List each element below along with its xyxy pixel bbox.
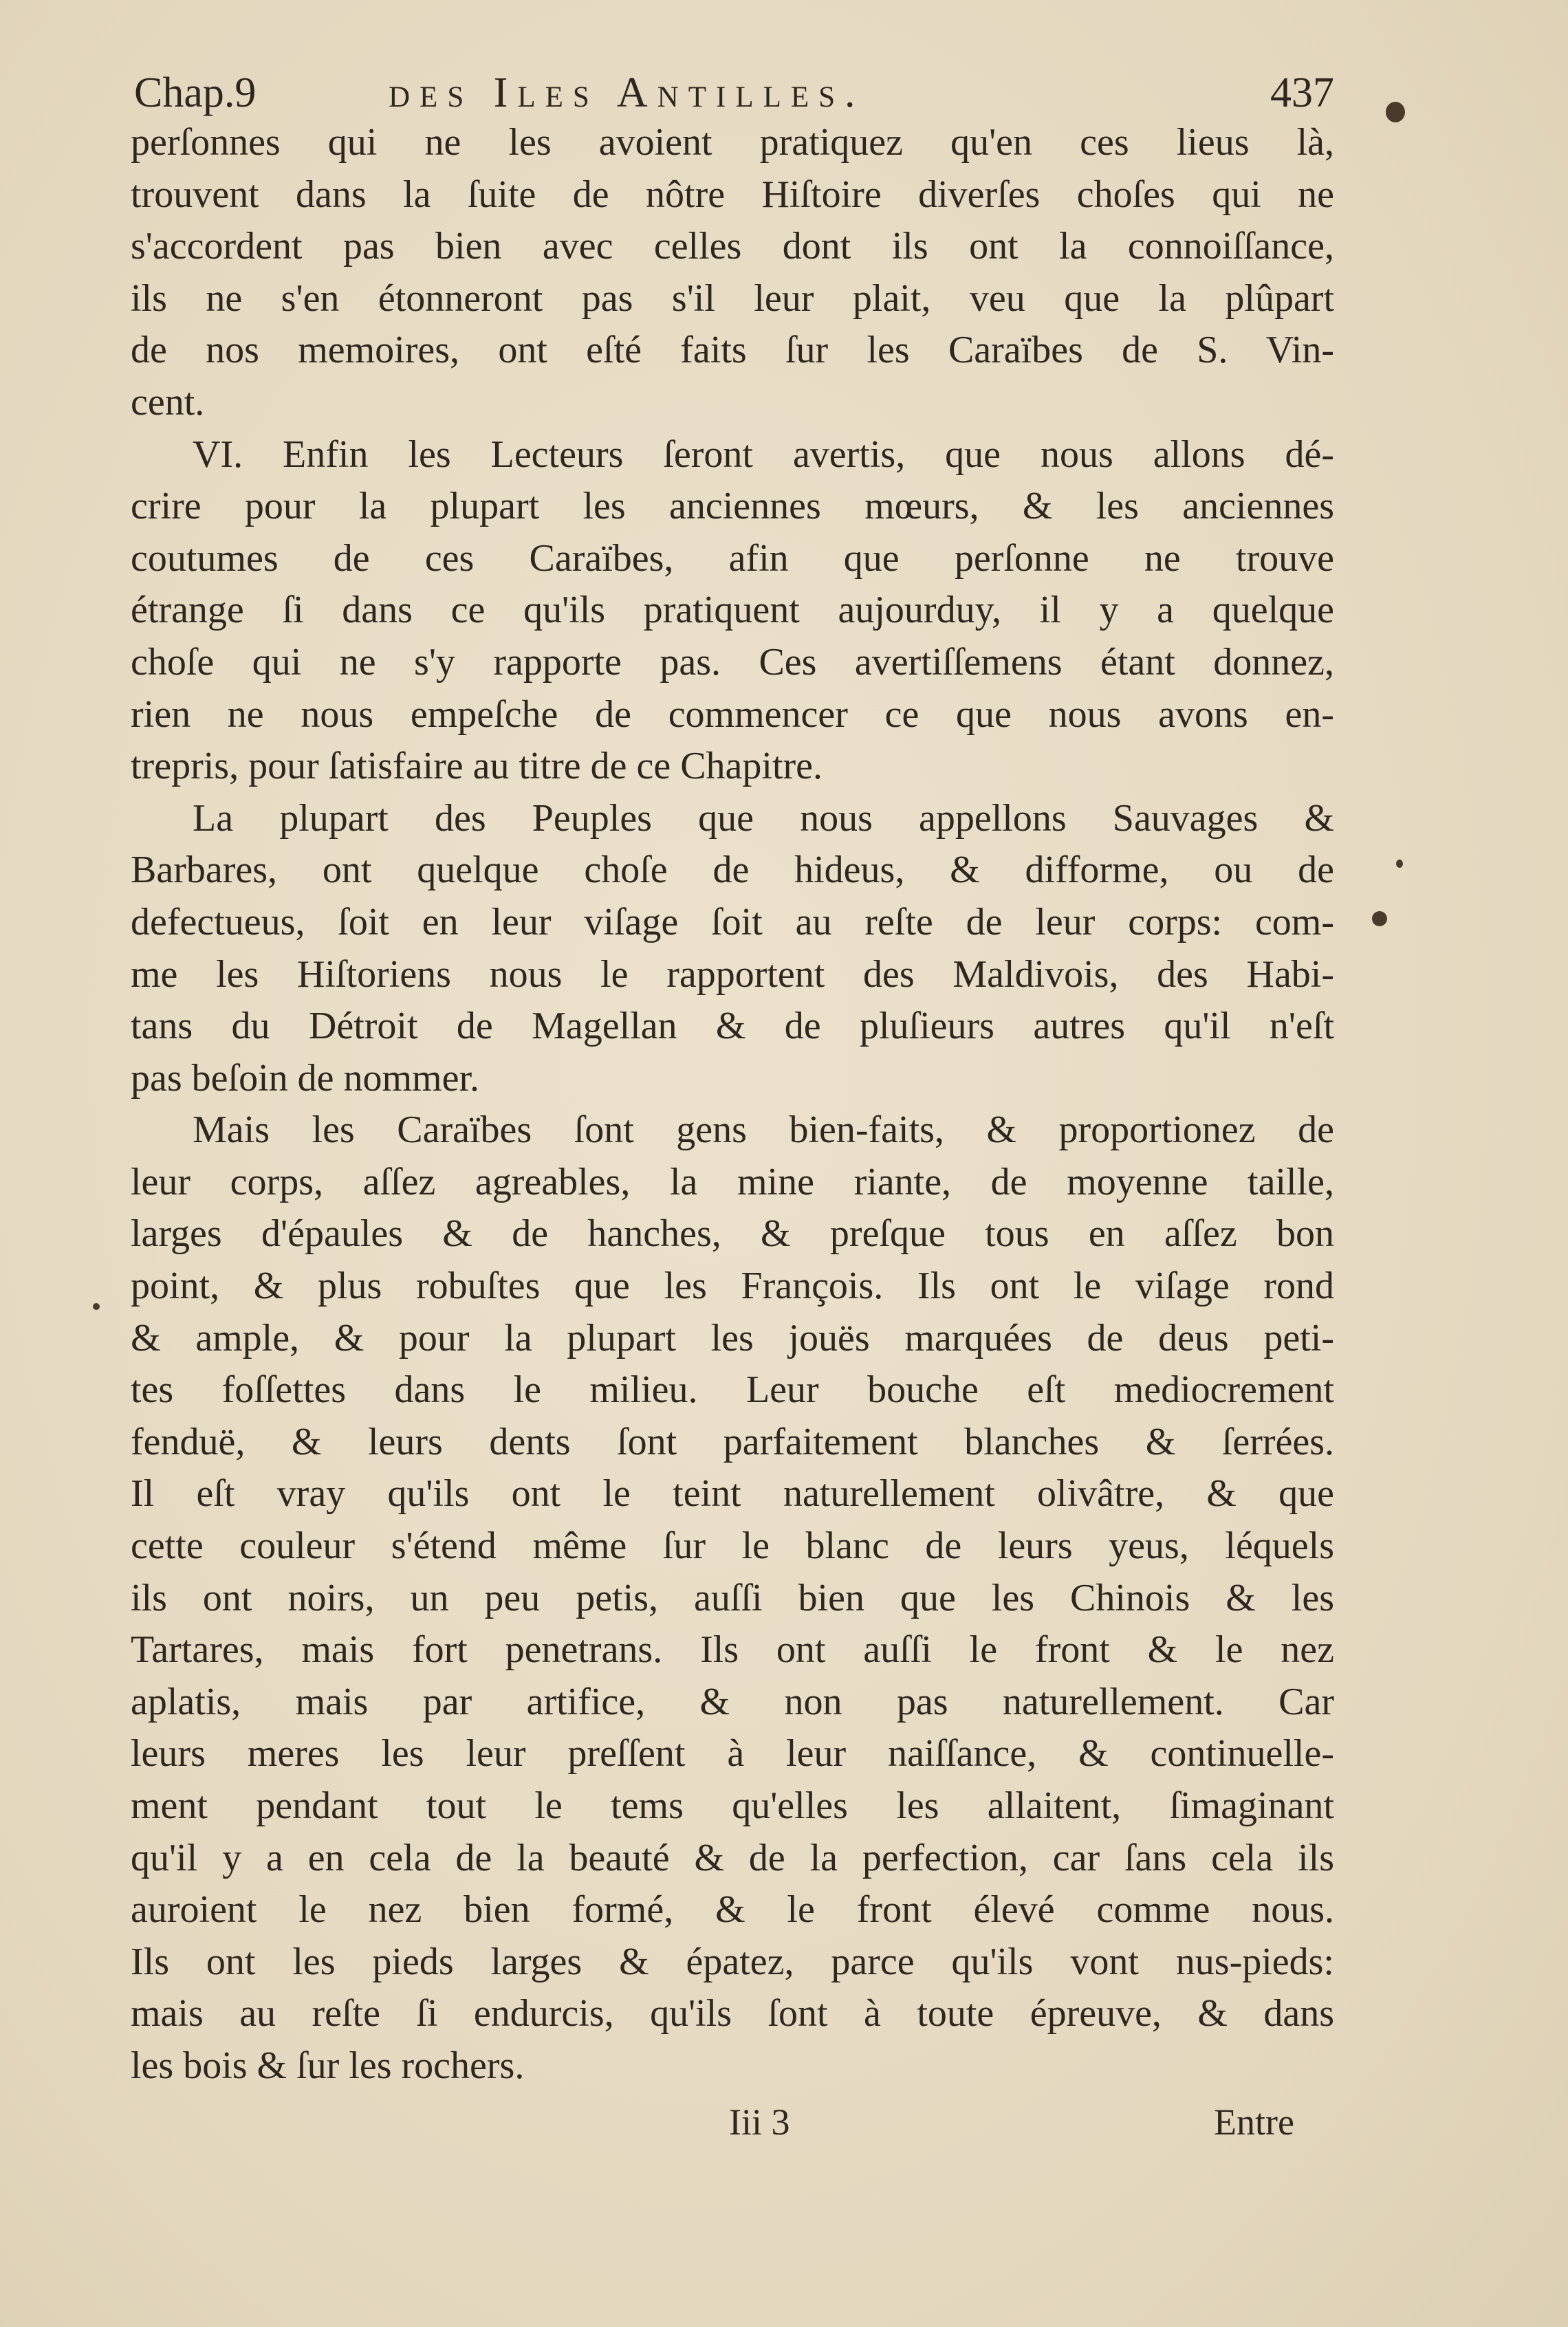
text-line: ment pendant tout le tems qu'elles les allaitent, ſimaginant (131, 1784, 1334, 1827)
chapter-label: Chap.9 (134, 69, 257, 116)
ink-spot (1386, 102, 1405, 122)
text-line: rien ne nous empeſche de commencer ce que nous avons en- (131, 692, 1334, 736)
text-line: VI. Enfin les Lecteurs ſeront avertis, que nous allons dé- (193, 433, 1334, 476)
ink-spot (1372, 911, 1387, 926)
text-line: cette couleur s'étend même ſur le blanc de leurs yeus, léquels (131, 1525, 1334, 1568)
text-line: perſonnes qui ne les avoient pratiquez qu'en ces lieus là, (131, 121, 1334, 164)
text-line: auroient le nez bien formé, & le front élevé comme nous. (131, 1888, 1334, 1932)
page-number: 437 (1270, 69, 1334, 116)
body-text (131, 117, 1334, 2093)
text-line: ils ne s'en étonneront pas s'il leur plait, veu que la plûpart (131, 276, 1334, 320)
text-line: & ample, & pour la plupart les jouës marquées de deus peti- (131, 1316, 1334, 1359)
text-line: Ils ont les pieds larges & épatez, parce qu'ils vont nus-pieds: (131, 1940, 1334, 1983)
text-line: larges d'épaules & de hanches, & preſque tous en aſſez bon (131, 1212, 1334, 1256)
text-line: Tartares, mais fort penetrans. Ils ont auſſi le front & le nez (131, 1628, 1334, 1672)
ink-spot (93, 1303, 100, 1310)
text-line: trepris, pour ſatisfaire au titre de ce Chapitre. (131, 745, 823, 788)
text-line: Il eſt vray qu'ils ont le teint naturellement olivâtre, & que (131, 1472, 1334, 1516)
text-line: ils ont noirs, un peu petis, auſſi bien que les Chinois & les (131, 1576, 1334, 1619)
text-line: les bois & ſur les rochers. (131, 2044, 525, 2087)
text-line: defectueus, ſoit en leur viſage ſoit au reſte de leur corps: com- (131, 900, 1334, 943)
text-line: Barbares, ont quelque choſe de hideus, & difforme, ou de (131, 849, 1334, 892)
running-title: des Iles Antilles. (389, 69, 865, 116)
signature-mark: Iii 3 (729, 2101, 790, 2143)
text-line: crire pour la plupart les anciennes mœurs, & les anciennes (131, 485, 1334, 528)
text-line: fenduë, & leurs dents ſont parfaitement blanches & ſerrées. (131, 1420, 1334, 1463)
ink-spot (1396, 860, 1403, 868)
text-line: Mais les Caraïbes ſont gens bien-faits, & proportionez de (193, 1108, 1334, 1152)
catchword: Entre (1214, 2101, 1294, 2143)
text-line: tes foſſettes dans le milieu. Leur bouche eſt mediocrement (131, 1368, 1334, 1412)
text-line: leurs meres les leur preſſent à leur naiſſance, & continuelle- (131, 1732, 1334, 1776)
text-line: pas beſoin de nommer. (131, 1056, 480, 1100)
text-line: coutumes de ces Caraïbes, afin que perſonne ne trouve (131, 536, 1334, 580)
text-line: La plupart des Peuples que nous appellons Sauvages & (193, 796, 1334, 840)
text-line: leur corps, aſſez agreables, la mine riante, de moyenne taille, (131, 1160, 1334, 1203)
text-line: mais au reſte ſi endurcis, qu'ils ſont à toute épreuve, & dans (131, 1992, 1334, 2035)
text-line: point, & plus robuſtes que les François. Ils ont le viſage rond (131, 1265, 1334, 1308)
text-line: qu'il y a en cela de la beauté & de la perfection, car ſans cela ils (131, 1836, 1334, 1879)
text-line: s'accordent pas bien avec celles dont ils ont la connoiſſance, (131, 225, 1334, 268)
text-line: cent. (131, 380, 205, 424)
text-line: trouvent dans la ſuite de nôtre Hiſtoire diverſes choſes qui ne (131, 173, 1334, 216)
text-line: étrange ſi dans ce qu'ils pratiquent aujourduy, il y a quelque (131, 589, 1334, 632)
text-line: me les Hiſtoriens nous le rapportent des Maldivois, des Habi- (131, 952, 1334, 996)
text-line: choſe qui ne s'y rapporte pas. Ces avertiſſemens étant donnez, (131, 640, 1334, 684)
text-line: tans du Détroit de Magellan & de pluſieurs autres qu'il n'eſt (131, 1005, 1334, 1048)
text-line: de nos memoires, ont eſté faits ſur les Caraïbes de S. Vin- (131, 329, 1334, 372)
text-line: aplatis, mais par artifice, & non pas naturellement. Car (131, 1680, 1334, 1723)
